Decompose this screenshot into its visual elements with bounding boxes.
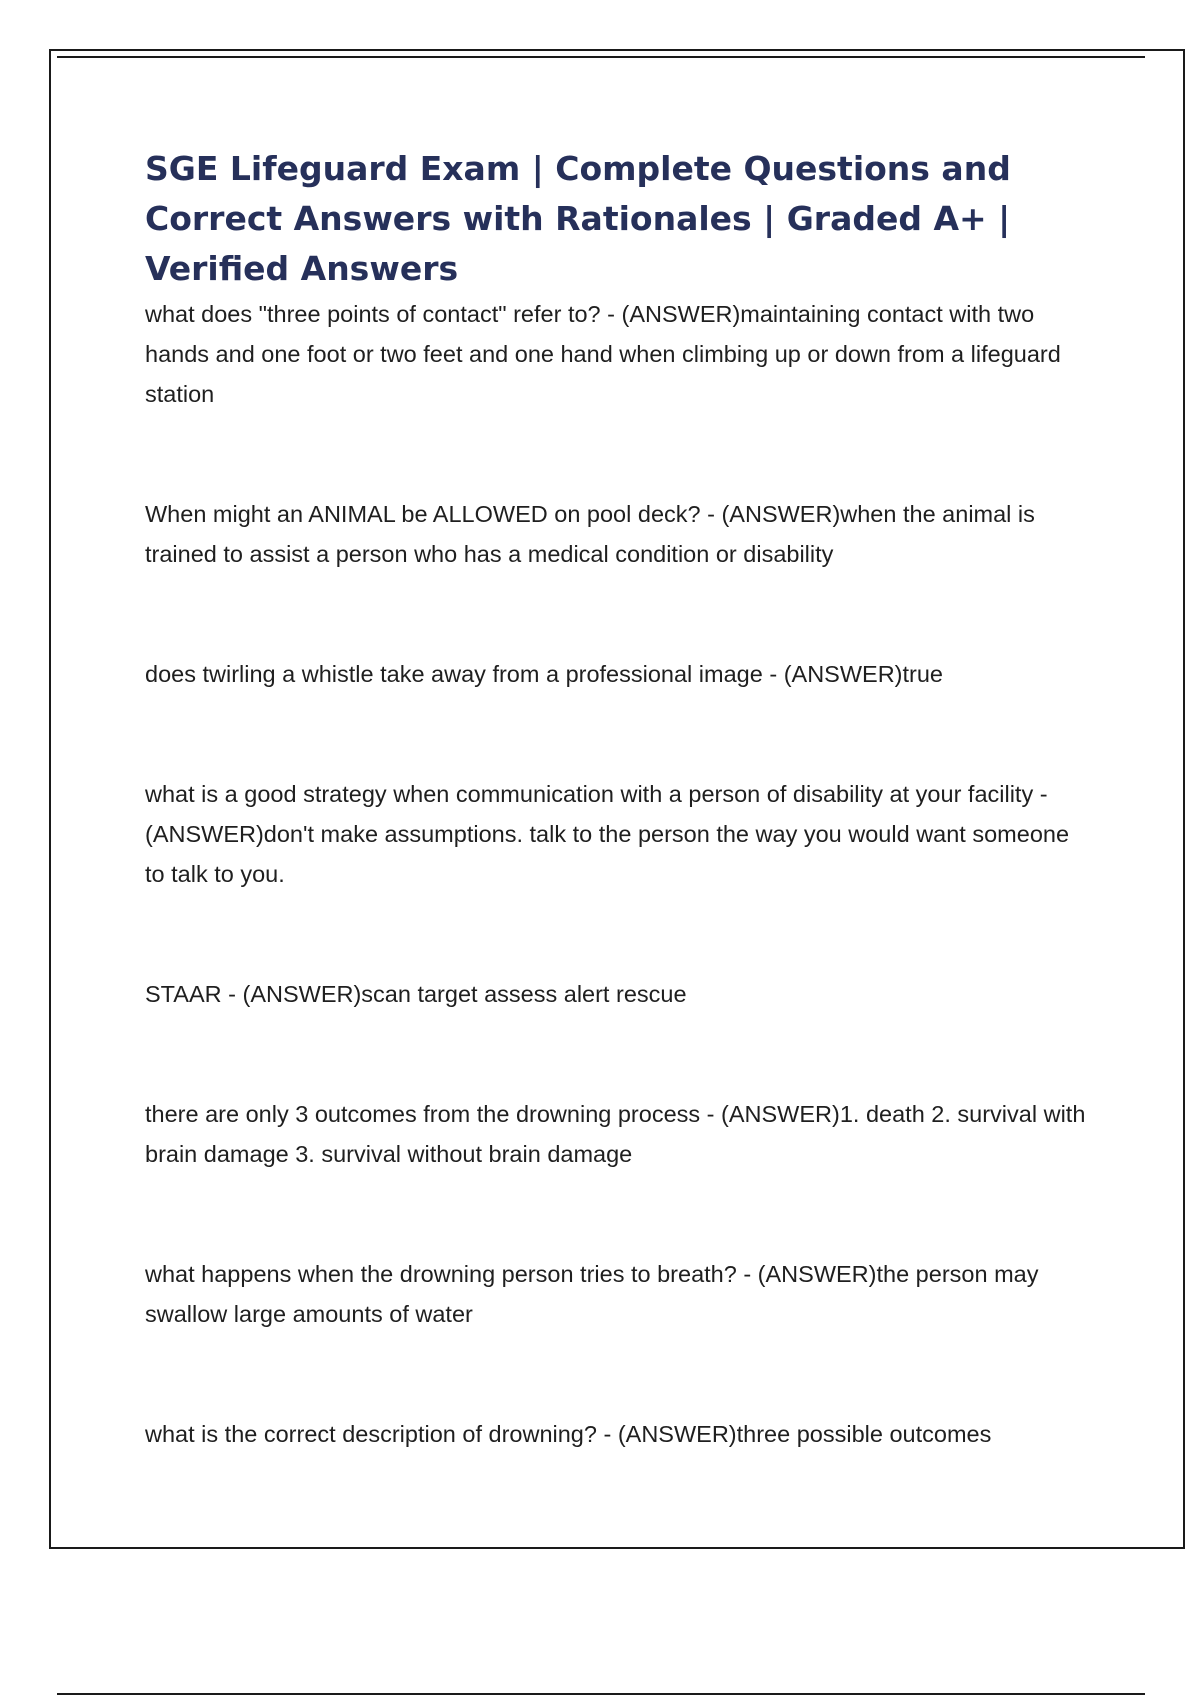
qa-item: what is a good strategy when communication with a person of disability at your facility - (ANSWER)don't make assumptions. talk to the person the way you would want someone to talk to you.	[145, 781, 1070, 887]
qa-item: there are only 3 outcomes from the drowning process - (ANSWER)1. death 2. survival with brain damage 3. survival without brain damage	[145, 1101, 1086, 1167]
document-title: SGE Lifeguard Exam | Complete Questions and Correct Answers with Rationales | Graded A+ | Verified Answers	[145, 149, 1011, 288]
footer-rule	[57, 1693, 1145, 1695]
qa-item: does twirling a whistle take away from a professional image - (ANSWER)true	[145, 661, 943, 687]
qa-item: When might an ANIMAL be ALLOWED on pool deck? - (ANSWER)when the animal is trained to assist a person who has a medical condition or disability	[145, 501, 1035, 567]
qa-item: what does "three points of contact" refer to? - (ANSWER)maintaining contact with two hands and one foot or two feet and one hand when climbing up or down from a lifeguard station	[145, 301, 1061, 407]
qa-item: what is the correct description of drowning? - (ANSWER)three possible outcomes	[145, 1421, 992, 1447]
qa-item: what happens when the drowning person tries to breath? - (ANSWER)the person may swallow large amounts of water	[145, 1261, 1039, 1327]
qa-list	[145, 294, 1095, 1454]
qa-item: STAAR - (ANSWER)scan target assess alert rescue	[145, 981, 687, 1007]
document-body	[145, 144, 1095, 1534]
header-rule	[57, 56, 1145, 58]
